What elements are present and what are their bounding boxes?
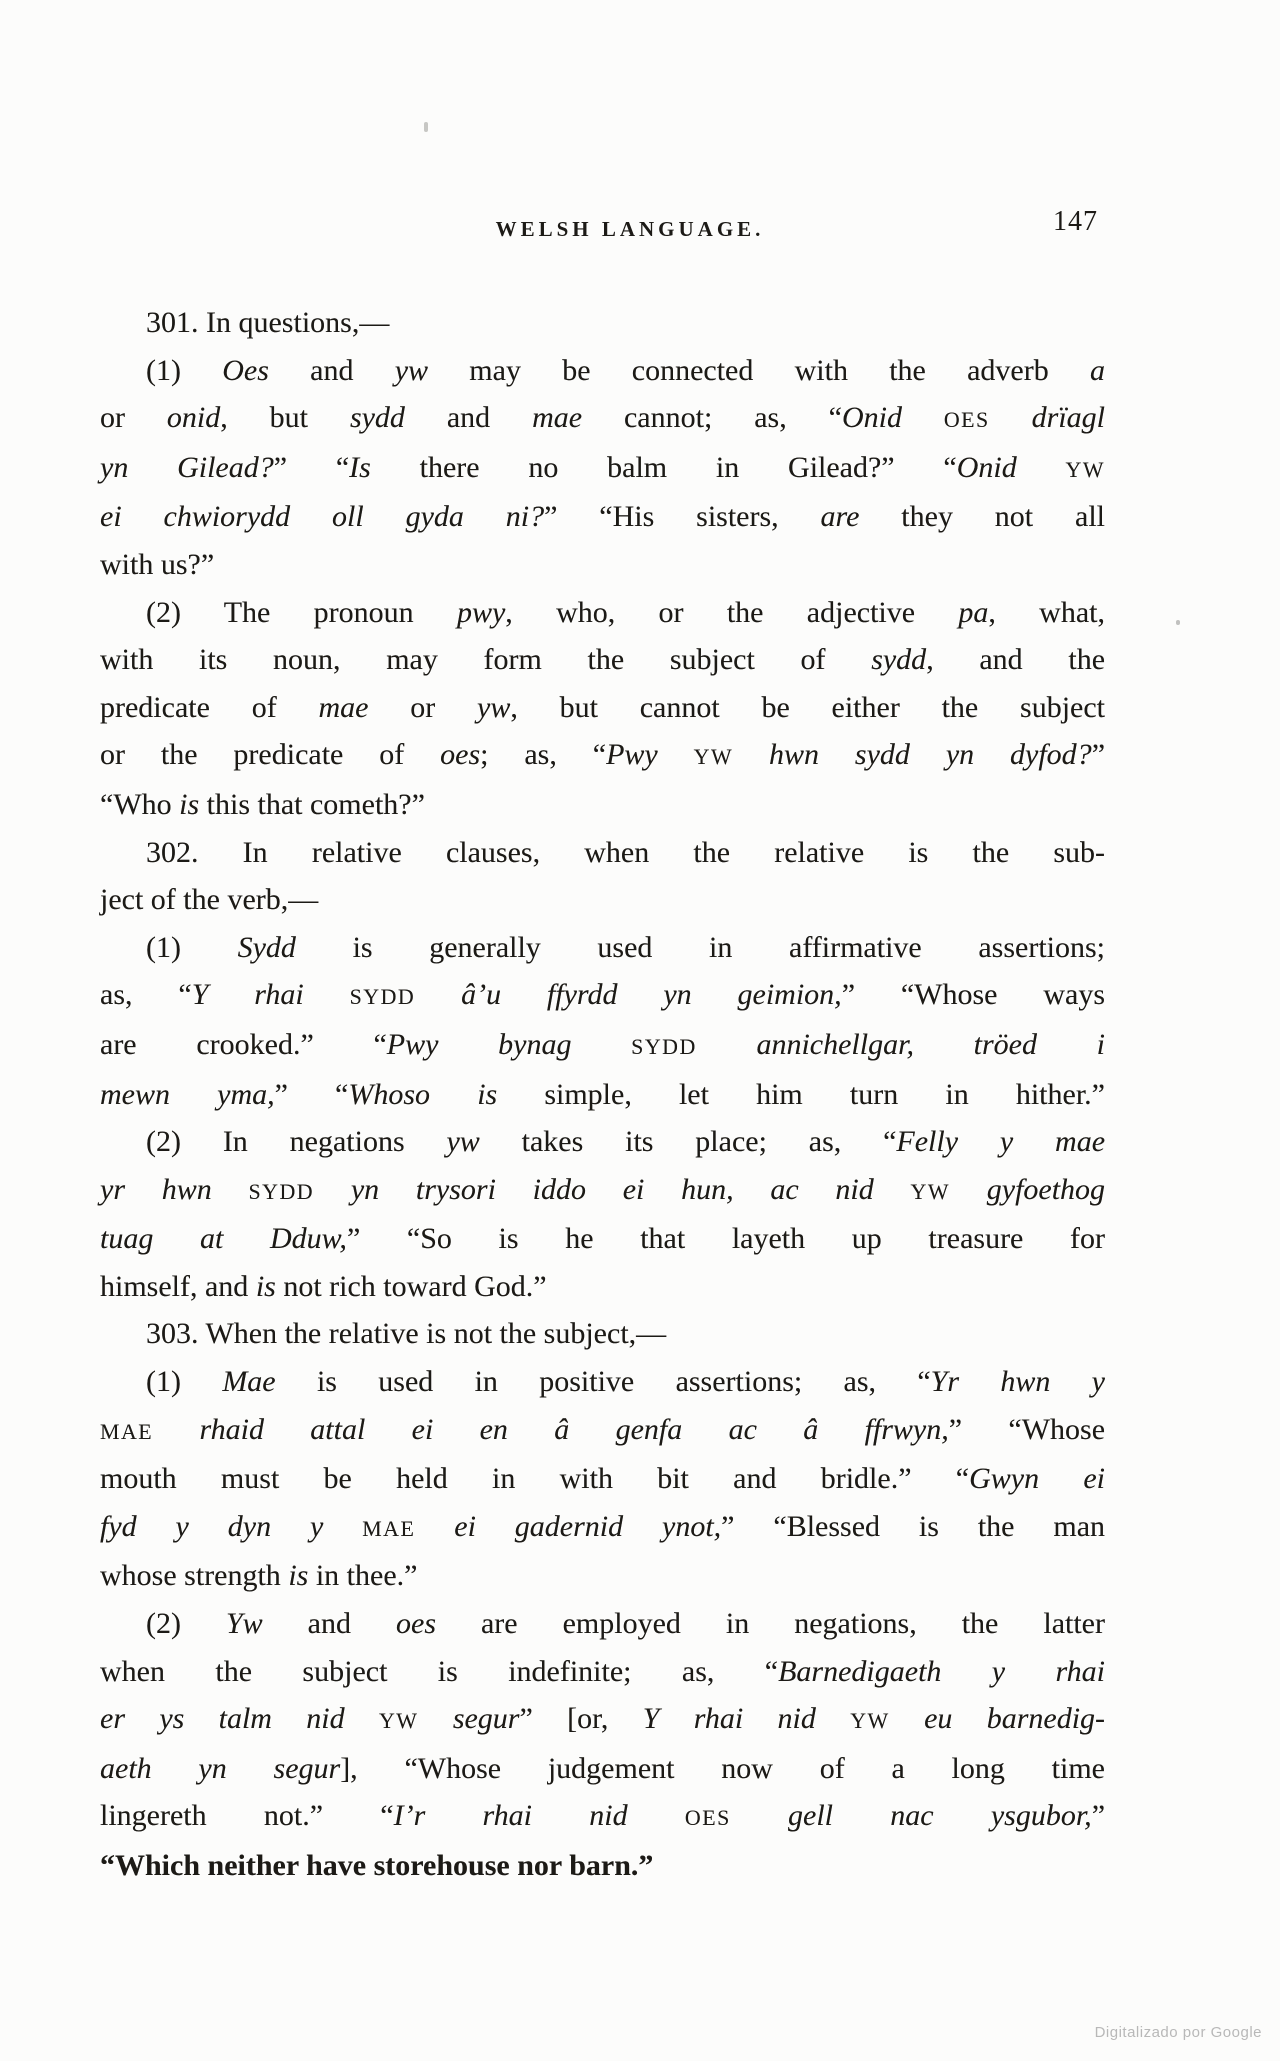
text-segment: Gwyn ei xyxy=(969,1462,1105,1496)
text-segment: ” “ xyxy=(273,450,350,484)
text-segment xyxy=(571,1028,631,1061)
text-segment: (1) xyxy=(146,1365,223,1399)
text-segment: in thee.” xyxy=(308,1559,418,1593)
text-segment: is xyxy=(288,1559,309,1593)
text-line xyxy=(100,1263,1105,1311)
running-title: WELSH LANGUAGE. xyxy=(495,217,765,241)
text-segment xyxy=(415,1510,454,1543)
text-segment: (1) xyxy=(146,930,238,964)
text-segment: are crooked.” “ xyxy=(100,1027,387,1061)
text-segment: 302. In relative clauses, when the relative is the sub- xyxy=(146,835,1105,869)
text-line xyxy=(100,924,1105,972)
text-segment: YW xyxy=(1065,456,1105,482)
text-segment: YW xyxy=(850,1708,890,1734)
text-segment: mae xyxy=(532,401,583,435)
text-line xyxy=(100,493,1105,541)
text-line xyxy=(100,394,1105,444)
text-segment xyxy=(1017,451,1066,484)
text-segment: aeth yn segur xyxy=(100,1751,341,1785)
text-segment: cannot; as, “ xyxy=(582,401,842,435)
scan-speck xyxy=(424,122,428,132)
text-segment: ” xyxy=(1091,738,1106,772)
text-segment: SYDD xyxy=(631,1033,697,1059)
text-segment: sydd xyxy=(349,401,405,435)
text-segment: Felly y mae xyxy=(896,1125,1106,1159)
text-segment xyxy=(153,1413,199,1446)
text-line xyxy=(100,347,1105,395)
text-line xyxy=(100,1215,1105,1263)
text-segment: there no balm in Gilead?” “ xyxy=(370,450,957,484)
text-segment: a xyxy=(1090,353,1105,387)
text-line xyxy=(100,1503,1105,1553)
text-line xyxy=(100,1358,1105,1406)
text-segment: oes xyxy=(396,1607,436,1641)
text-segment: Pwy xyxy=(606,738,658,772)
text-segment: Sydd xyxy=(237,930,296,964)
text-segment: Pwy bynag xyxy=(386,1027,572,1061)
text-segment: â’u ffyrdd yn geimion, xyxy=(461,978,842,1012)
text-segment: gell nac ysgubor, xyxy=(788,1799,1092,1833)
text-segment: (2) The pronoun xyxy=(146,595,457,629)
text-segment xyxy=(345,1702,379,1735)
text-line xyxy=(100,1021,1105,1071)
text-segment: eu barnedig- xyxy=(924,1702,1106,1736)
text-segment: Oes xyxy=(222,353,269,387)
text-segment: tuag at Dduw, xyxy=(100,1222,347,1256)
text-segment xyxy=(628,1799,685,1832)
text-segment: or xyxy=(368,690,477,724)
text-segment: oes xyxy=(440,738,481,772)
text-line xyxy=(100,1455,1105,1503)
text-segment: Yw xyxy=(225,1607,263,1641)
text-line xyxy=(100,1552,1105,1600)
text-segment: or the predicate of xyxy=(100,738,441,772)
text-segment: Is xyxy=(349,450,371,484)
text-segment: with its noun, may form the subject of xyxy=(100,643,872,677)
text-segment: ei chwiorydd oll gyda ni? xyxy=(100,500,545,534)
text-segment: takes its place; as, “ xyxy=(479,1125,897,1159)
text-segment: “Which neither have storehouse nor barn.” xyxy=(100,1849,654,1882)
text-segment: Y rhai nid xyxy=(642,1702,816,1736)
text-segment: pwy xyxy=(456,595,506,629)
text-segment: , but xyxy=(220,401,350,435)
text-segment: SYDD xyxy=(349,984,416,1010)
text-segment: 301. In questions,— xyxy=(146,306,390,339)
text-segment: Barnedigaeth y rhai xyxy=(778,1654,1105,1688)
text-segment: whose strength xyxy=(100,1559,289,1593)
text-segment xyxy=(415,978,461,1011)
text-segment: Y rhai xyxy=(191,978,304,1012)
text-segment: 303. When the relative is not the subject,— xyxy=(146,1317,667,1351)
text-segment: annichellgar, tröed i xyxy=(756,1027,1106,1061)
text-line xyxy=(100,299,1105,347)
text-segment: fyd y dyn y xyxy=(100,1509,324,1543)
text-segment: is xyxy=(255,1269,276,1303)
text-segment xyxy=(816,1702,850,1735)
text-segment: Yr hwn y xyxy=(930,1365,1106,1399)
text-segment: Whoso is xyxy=(348,1077,498,1111)
text-segment xyxy=(902,401,944,434)
text-segment: and xyxy=(262,1607,396,1641)
text-line xyxy=(100,444,1105,494)
text-segment: Onid xyxy=(956,450,1017,484)
text-segment: with us?” xyxy=(100,547,215,581)
text-line xyxy=(100,731,1105,781)
text-segment: mouth must be held in with bit and bridle.” “ xyxy=(100,1462,970,1496)
text-segment: yr hwn xyxy=(100,1172,212,1206)
text-segment: or xyxy=(100,401,167,435)
text-segment: Onid xyxy=(841,401,902,435)
text-segment: not rich toward God.” xyxy=(275,1269,547,1303)
text-segment: yw xyxy=(394,353,429,387)
text-segment: “Who xyxy=(100,787,180,821)
text-segment: this that cometh?” xyxy=(199,787,425,821)
text-segment: simple, let him turn in hither.” xyxy=(497,1077,1105,1111)
text-segment: ” “ xyxy=(274,1077,349,1111)
text-line xyxy=(100,1406,1105,1456)
text-line xyxy=(100,1310,1105,1358)
text-segment: when the subject is indefinite; as, “ xyxy=(100,1654,779,1688)
text-segment: and xyxy=(268,353,395,387)
text-segment: mewn yma, xyxy=(100,1077,275,1111)
text-segment xyxy=(314,1173,351,1206)
text-segment: OES xyxy=(943,407,990,433)
digitization-watermark: Digitalizado por Google xyxy=(1094,2024,1262,2041)
text-segment: (2) In negations xyxy=(146,1125,447,1159)
text-segment: yw xyxy=(477,690,511,724)
text-line xyxy=(100,1166,1105,1216)
text-line xyxy=(100,829,1105,877)
text-segment: ” [or, xyxy=(519,1702,643,1736)
text-line xyxy=(100,1071,1105,1119)
text-segment xyxy=(990,401,1032,434)
page-number: 147 xyxy=(1053,206,1098,237)
text-segment: pa xyxy=(958,595,989,629)
text-segment xyxy=(697,1028,757,1061)
text-line xyxy=(100,1745,1105,1793)
text-line xyxy=(100,1648,1105,1696)
text-line xyxy=(100,781,1105,829)
text-segment: , what, xyxy=(988,595,1105,629)
text-line xyxy=(100,1600,1105,1648)
text-segment xyxy=(304,978,350,1011)
text-segment: ], “Whose judgement now of a long time xyxy=(340,1751,1105,1785)
text-segment: mae xyxy=(318,690,369,724)
text-segment: yn trysori iddo ei hun, ac nid xyxy=(350,1172,874,1206)
text-segment: I’r rhai nid xyxy=(393,1799,628,1833)
text-segment: yw xyxy=(446,1125,480,1159)
text-segment xyxy=(890,1702,924,1735)
text-segment: ” “Whose ways xyxy=(841,978,1106,1012)
scan-speck xyxy=(1176,620,1180,625)
text-segment: YW xyxy=(693,744,734,770)
text-segment xyxy=(418,1702,452,1735)
text-segment: is used in positive assertions; as, “ xyxy=(275,1365,931,1399)
text-segment: ” “Whose xyxy=(948,1412,1106,1446)
text-segment: yn Gilead? xyxy=(100,450,274,484)
text-segment: , and the xyxy=(926,643,1106,677)
text-segment: as, “ xyxy=(100,978,192,1012)
text-segment: may be connected with the adverb xyxy=(428,353,1090,387)
text-line xyxy=(100,876,1105,924)
text-segment: YW xyxy=(378,1708,419,1734)
text-segment: ” “So is he that layeth up treasure for xyxy=(346,1222,1106,1256)
text-segment: are xyxy=(820,500,860,534)
text-segment: SYDD xyxy=(248,1178,315,1204)
text-segment xyxy=(658,738,694,771)
text-segment: , but cannot be either the subject xyxy=(510,690,1105,724)
text-segment: predicate of xyxy=(100,690,319,724)
text-segment: onid xyxy=(166,401,221,435)
text-segment: drïagl xyxy=(1031,401,1105,435)
text-line xyxy=(100,636,1105,684)
text-line xyxy=(100,971,1105,1021)
text-line xyxy=(100,1118,1105,1166)
text-segment: and xyxy=(404,401,533,435)
text-segment: ; as, “ xyxy=(480,738,607,772)
text-segment: , who, or the adjective xyxy=(505,595,959,629)
text-segment: is generally used in affirmative assertions; xyxy=(295,930,1105,964)
text-segment: segur xyxy=(452,1702,520,1736)
text-segment: rhaid attal ei en â genfa ac â ffrwyn, xyxy=(199,1412,949,1446)
text-segment: (2) xyxy=(146,1607,226,1641)
text-segment xyxy=(950,1173,987,1206)
text-segment: ” “His sisters, xyxy=(544,500,821,534)
text-segment: YW xyxy=(910,1178,950,1204)
text-segment xyxy=(731,1799,788,1832)
text-segment: ei gadernid ynot, xyxy=(454,1509,722,1543)
text-segment: er ys talm nid xyxy=(100,1702,345,1736)
text-line xyxy=(100,1792,1105,1842)
text-segment: (1) xyxy=(146,353,223,387)
text-segment: ” xyxy=(1091,1799,1106,1833)
text-segment: Mae xyxy=(222,1365,276,1399)
text-block xyxy=(100,299,1105,1890)
text-line xyxy=(100,589,1105,637)
text-line xyxy=(100,684,1105,732)
text-segment: lingereth not.” “ xyxy=(100,1799,394,1833)
text-segment: OES xyxy=(684,1805,731,1831)
text-segment: MAE xyxy=(362,1515,416,1541)
text-segment xyxy=(874,1173,911,1206)
text-segment: sydd xyxy=(871,643,927,677)
text-segment xyxy=(212,1173,249,1206)
text-segment: gyfoethog xyxy=(986,1172,1106,1206)
text-line xyxy=(100,541,1105,589)
text-segment: they not all xyxy=(859,500,1105,534)
text-segment: himself, and xyxy=(100,1269,256,1303)
text-segment: is xyxy=(179,787,200,821)
text-line xyxy=(100,1695,1105,1745)
text-line xyxy=(100,1842,1105,1890)
text-segment: ject of the verb,— xyxy=(100,883,319,917)
text-segment xyxy=(323,1510,362,1543)
text-segment: ” “Blessed is the man xyxy=(721,1509,1106,1543)
text-segment: hwn sydd yn dyfod? xyxy=(769,738,1092,772)
text-segment: MAE xyxy=(100,1418,154,1444)
text-segment: are employed in negations, the latter xyxy=(436,1607,1105,1641)
text-segment xyxy=(733,738,769,771)
